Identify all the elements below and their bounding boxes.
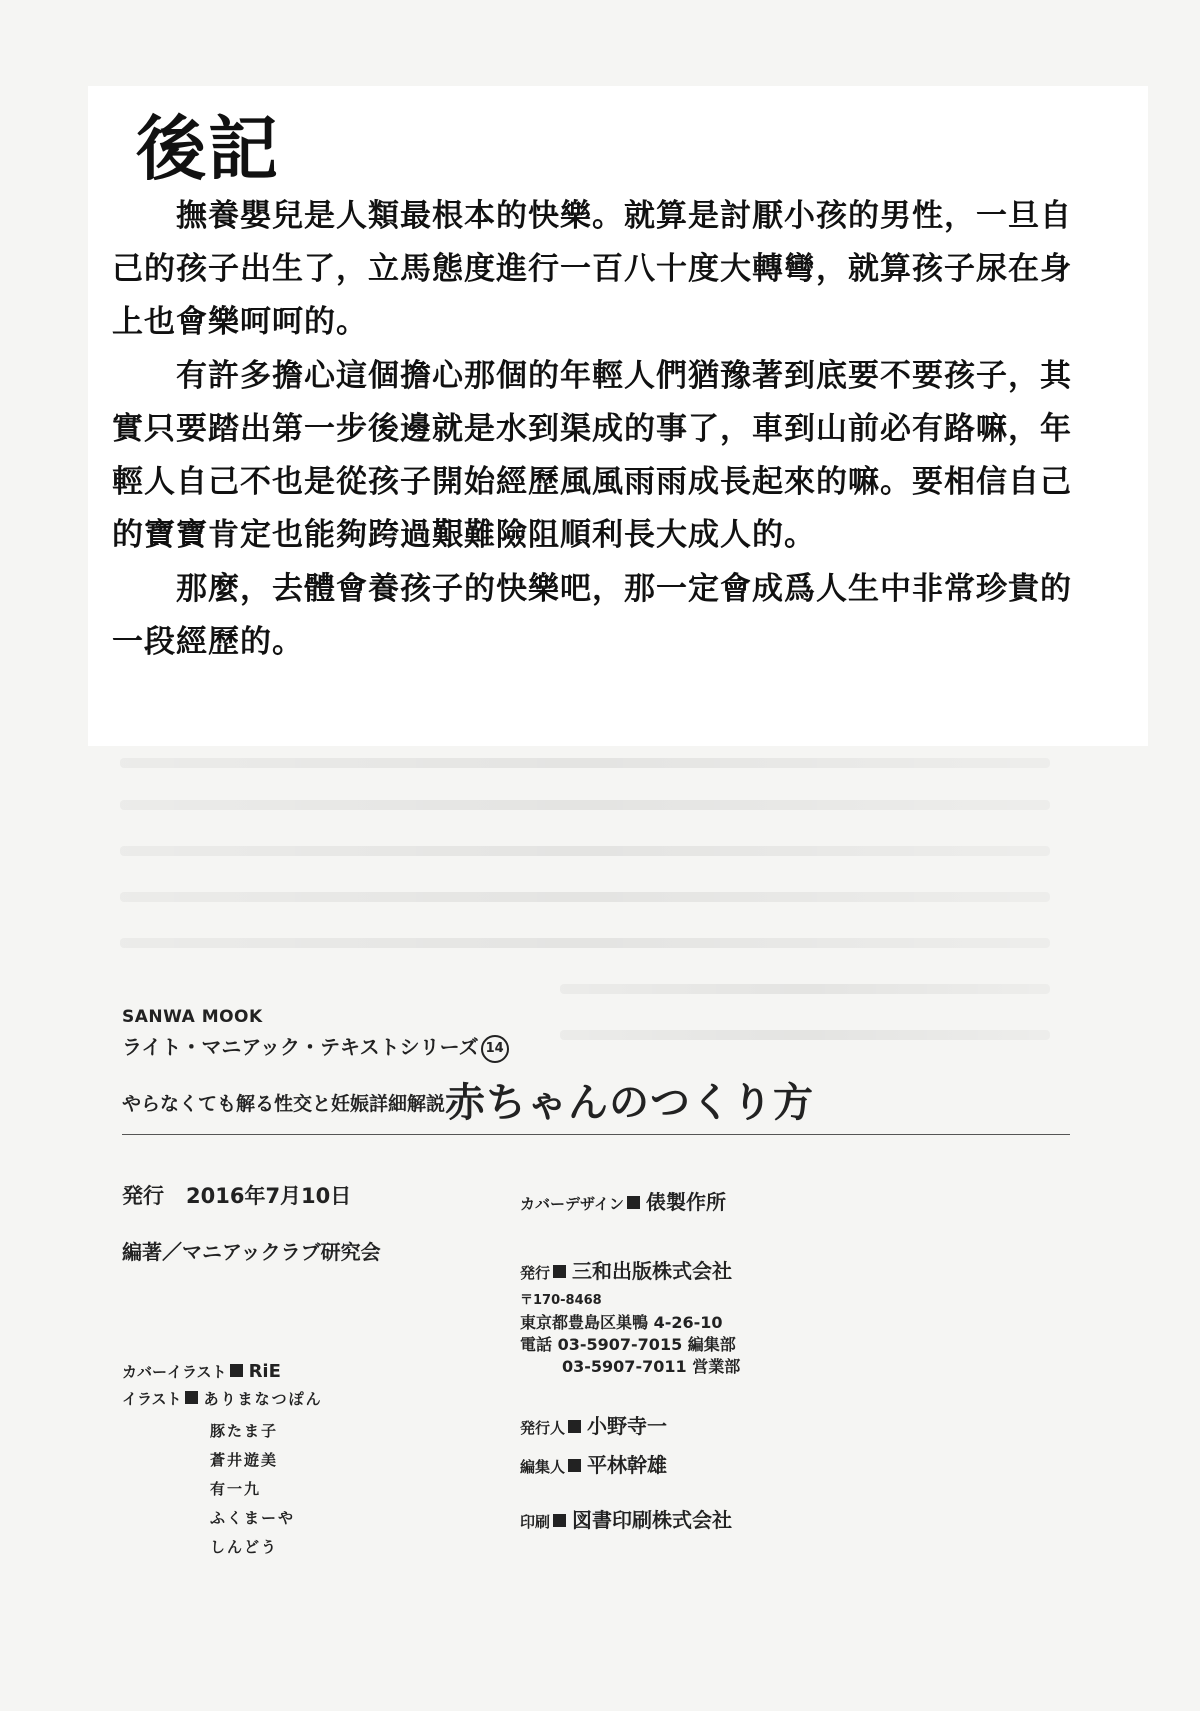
- imprint-label: SANWA MOOK: [122, 1007, 263, 1027]
- book-title: 赤ちゃんのつくり方: [445, 1079, 815, 1126]
- tel-editorial-number: 03-5907-7015: [557, 1335, 683, 1354]
- book-title-row: [122, 1071, 814, 1128]
- phone-sales: [520, 1356, 1080, 1378]
- editor-name: 平林幹雄: [587, 1453, 668, 1477]
- colophon-right: [520, 1186, 1080, 1533]
- illustrator-name: 豚たま子: [210, 1422, 279, 1440]
- series-number-badge: 14: [481, 1035, 509, 1063]
- square-bullet-icon: [627, 1196, 640, 1209]
- afterword-paragraph: 有許多擔心這個擔心那個的年輕人們猶豫著到底要不要孩子，其實只要踏出第一步後邊就是水到渠成的事了，車到山前必有路嘛，年輕人自己不也是從孩子開始經歷風風雨雨成長起來的嘛。要相信自己的寶寶肯定也能夠跨過艱難險阻順利長大成人的。: [112, 358, 1072, 553]
- illustrator-list: [122, 1388, 522, 1562]
- tel-editorial-dept: 編集部: [687, 1335, 736, 1354]
- phone-editorial: [520, 1334, 1080, 1356]
- editor-row: [520, 1449, 1080, 1478]
- square-bullet-icon: [553, 1265, 566, 1278]
- postal-code: 〒170-8468: [520, 1293, 602, 1308]
- tel-sales-dept: 営業部: [692, 1357, 741, 1376]
- cover-illust-label: カバーイラスト: [122, 1363, 227, 1381]
- bleed-through-line: [120, 800, 1050, 810]
- author-label: 編著: [122, 1240, 162, 1264]
- editor-label: 編集人: [520, 1458, 566, 1476]
- bleed-through-line: [120, 938, 1050, 948]
- cover-design-row: [520, 1186, 1080, 1215]
- illust-row: [122, 1388, 522, 1417]
- square-bullet-icon: [568, 1420, 581, 1433]
- spacer: [520, 1378, 1080, 1410]
- bleed-through-line: [560, 984, 1050, 994]
- square-bullet-icon: [230, 1364, 243, 1377]
- author-row: [122, 1236, 522, 1265]
- afterword-panel: [88, 86, 1148, 746]
- bleed-through-line: [120, 846, 1050, 856]
- divider-rule: [122, 1134, 1070, 1135]
- bleed-through-line: [120, 758, 1050, 768]
- spacer: [122, 1265, 522, 1361]
- publish-label: 発行: [122, 1184, 164, 1208]
- afterword-paragraph: 那麼，去體會養孩子的快樂吧，那一定會成爲人生中非常珍貴的一段經歷的。: [112, 571, 1072, 660]
- illustrator-name: 蒼井遊美: [210, 1451, 279, 1469]
- author-name: マニアックラブ研究会: [182, 1240, 381, 1264]
- colophon-left: [122, 1180, 522, 1562]
- illustrator-name: ふくまーや: [210, 1509, 296, 1527]
- publisher-name: 三和出版株式会社: [572, 1259, 733, 1283]
- square-bullet-icon: [568, 1459, 581, 1472]
- tel-sales-number: 03-5907-7011: [562, 1357, 687, 1376]
- publish-date-row: [122, 1180, 522, 1210]
- issuer-name: 小野寺一: [587, 1414, 668, 1438]
- series-name: [122, 1032, 814, 1063]
- publisher-row: [520, 1255, 1080, 1284]
- slash-separator: ／: [162, 1240, 182, 1264]
- series-block: [122, 1006, 814, 1128]
- cover-design-name: 俵製作所: [645, 1190, 726, 1214]
- square-bullet-icon: [553, 1514, 566, 1527]
- illustrator-name: ありまなつぽん: [203, 1390, 323, 1408]
- issuer-label: 発行人: [520, 1419, 566, 1437]
- bleed-through-line: [120, 892, 1050, 902]
- series-name-text: ライト・マニアック・テキストシリーズ: [122, 1035, 479, 1059]
- publish-date: 2016年7月10日: [186, 1184, 352, 1208]
- afterword-title: 後記: [136, 108, 280, 190]
- street-address: 東京都豊島区巣鴨 4-26-10: [520, 1313, 723, 1332]
- afterword-paragraph: 撫養嬰兒是人類最根本的快樂。就算是討厭小孩的男性，一旦自己的孩子出生了，立馬態度進行一百八十度大轉彎，就算孩子尿在身上也會樂呵呵的。: [112, 198, 1072, 340]
- cover-illust-name: RiE: [248, 1361, 281, 1382]
- square-bullet-icon: [185, 1391, 198, 1404]
- publisher-label: 発行: [520, 1264, 551, 1282]
- spacer: [520, 1215, 1080, 1255]
- printer-name: 図書印刷株式会社: [572, 1508, 733, 1532]
- publisher-address: [520, 1290, 1080, 1378]
- issuer-row: [520, 1410, 1080, 1439]
- illustrator-name: しんどう: [210, 1538, 279, 1556]
- afterword-body: [112, 190, 1088, 670]
- cover-illust-row: [122, 1361, 522, 1382]
- printer-row: [520, 1504, 1080, 1533]
- illust-label: イラスト: [122, 1390, 182, 1408]
- cover-design-label: カバーデザイン: [520, 1195, 624, 1213]
- illustrator-name: 有一九: [210, 1480, 262, 1498]
- printer-label: 印刷: [520, 1513, 551, 1531]
- tel-label: 電話: [520, 1335, 553, 1354]
- book-subtitle: やらなくても解る性交と妊娠詳細解説: [122, 1093, 446, 1115]
- spacer: [520, 1478, 1080, 1504]
